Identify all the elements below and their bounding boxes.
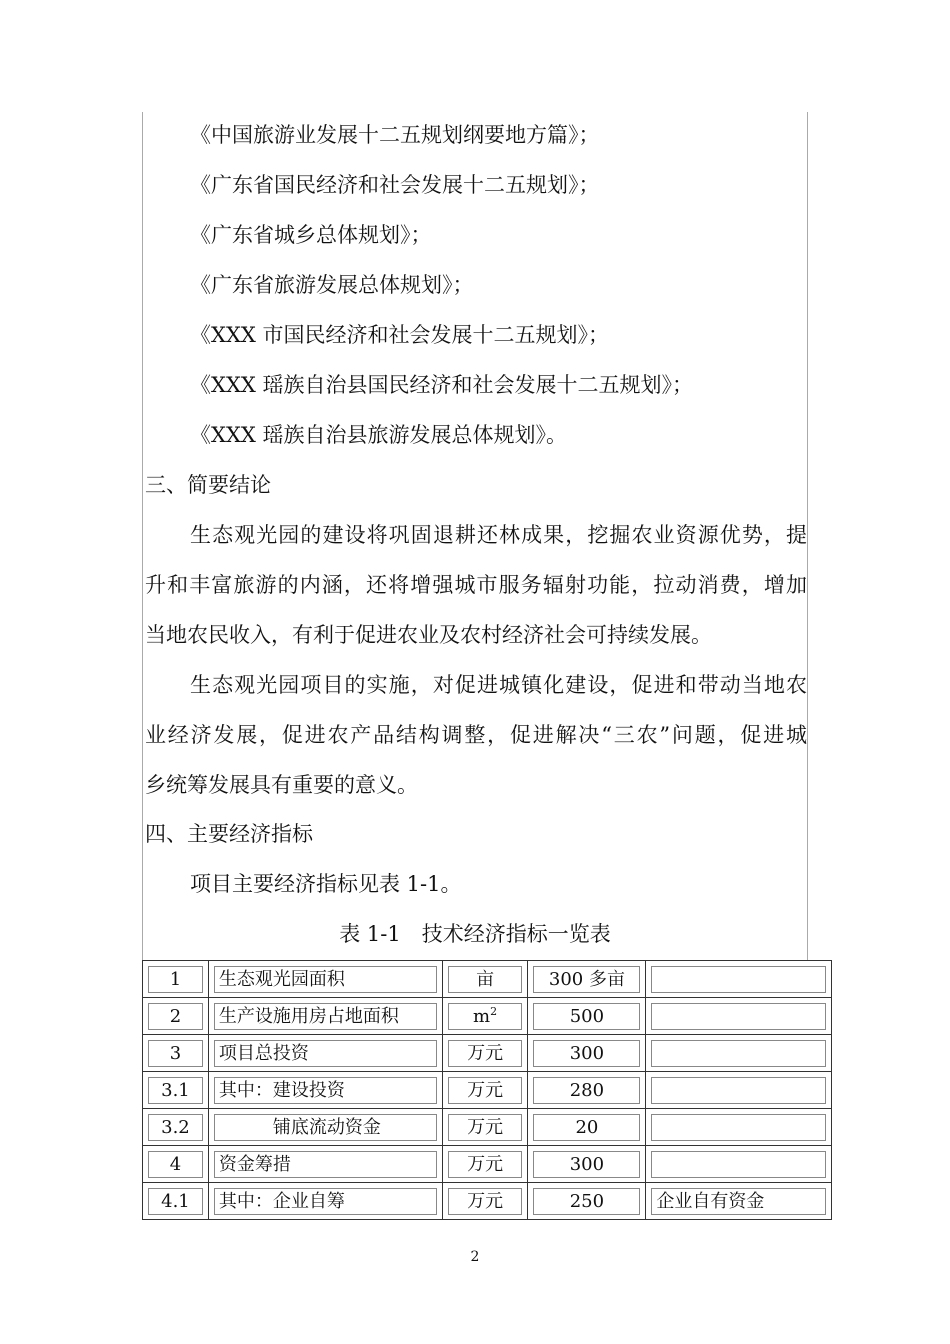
- row-value: 20: [533, 1114, 640, 1141]
- row-value: 280: [533, 1077, 640, 1104]
- table-row: [143, 1183, 832, 1220]
- row-unit: 亩: [448, 966, 523, 993]
- row-note: [651, 1151, 826, 1178]
- reference-item: 《XXX 瑶族自治县旅游发展总体规划》。: [190, 423, 568, 447]
- reference-item: 《广东省旅游发展总体规划》；: [190, 273, 474, 297]
- row-item: 生态观光园面积: [214, 966, 437, 993]
- section-heading-indicators: 四、主要经济指标: [145, 822, 313, 846]
- unit-superscript: 2: [490, 1004, 498, 1018]
- row-unit: 万元: [448, 1151, 523, 1178]
- section-heading-conclusion: 三、简要结论: [145, 473, 271, 497]
- paragraph-line: 生态观光园项目的实施，对促进城镇化建设，促进和带动当地农: [190, 673, 807, 697]
- page-frame-left-border: [142, 112, 143, 960]
- row-number: 1: [148, 966, 203, 993]
- row-unit: 万元: [448, 1188, 523, 1215]
- row-item: 生产设施用房占地面积: [214, 1003, 437, 1030]
- page-frame-right-border: [807, 112, 808, 960]
- row-item: 资金筹措: [214, 1151, 437, 1178]
- reference-item: 《XXX 市国民经济和社会发展十二五规划》；: [190, 323, 610, 347]
- page-number: 2: [470, 1249, 480, 1265]
- table-row: [143, 1109, 832, 1146]
- row-value: 300: [533, 1040, 640, 1067]
- row-value: 500: [533, 1003, 640, 1030]
- table-row: [143, 1072, 832, 1109]
- row-note: [651, 1040, 826, 1067]
- table-row: [143, 1035, 832, 1072]
- row-item: 其中：企业自筹: [214, 1188, 437, 1215]
- row-note: 企业自有资金: [651, 1188, 826, 1215]
- row-note: [651, 1003, 826, 1030]
- row-value: 250: [533, 1188, 640, 1215]
- row-note: [651, 1077, 826, 1104]
- reference-item: 《广东省城乡总体规划》；: [190, 223, 432, 247]
- table-intro-text: 项目主要经济指标见表 1-1。: [190, 872, 462, 896]
- paragraph-line: 当地农民收入，有利于促进农业及农村经济社会可持续发展。: [145, 623, 712, 647]
- paragraph-line: 乡统筹发展具有重要的意义。: [145, 773, 418, 797]
- row-unit: 万元: [448, 1040, 523, 1067]
- row-number: 4.1: [148, 1188, 203, 1215]
- row-number: 3: [148, 1040, 203, 1067]
- paragraph-line: 升和丰富旅游的内涵，还将增强城市服务辐射功能，拉动消费，增加: [145, 573, 807, 597]
- economic-indicators-table: [142, 960, 832, 1220]
- paragraph-line: 生态观光园的建设将巩固退耕还林成果，挖掘农业资源优势，提: [190, 523, 807, 547]
- row-unit: [448, 1003, 523, 1030]
- row-value: 300: [533, 1151, 640, 1178]
- reference-item: 《广东省国民经济和社会发展十二五规划》；: [190, 173, 600, 197]
- table-row: [143, 961, 832, 998]
- reference-item: 《XXX 瑶族自治县国民经济和社会发展十二五规划》；: [190, 373, 694, 397]
- table-caption: 表 1-1 技术经济指标一览表: [339, 922, 611, 946]
- row-note: [651, 1114, 826, 1141]
- reference-item: 《中国旅游业发展十二五规划纲要地方篇》；: [190, 123, 600, 147]
- row-value: 300 多亩: [533, 966, 640, 993]
- paragraph-line: 业经济发展，促进农产品结构调整，促进解决“三农”问题，促进城: [145, 723, 807, 747]
- row-item: 其中：建设投资: [214, 1077, 437, 1104]
- row-number: 4: [148, 1151, 203, 1178]
- table-row: [143, 1146, 832, 1183]
- row-number: 2: [148, 1003, 203, 1030]
- row-number: 3.2: [148, 1114, 203, 1141]
- row-note: [651, 966, 826, 993]
- row-item: 铺底流动资金: [214, 1114, 437, 1141]
- table-row: [143, 998, 832, 1035]
- row-number: 3.1: [148, 1077, 203, 1104]
- row-unit: 万元: [448, 1077, 523, 1104]
- unit-text: m: [473, 1005, 491, 1027]
- row-unit: 万元: [448, 1114, 523, 1141]
- row-item: 项目总投资: [214, 1040, 437, 1067]
